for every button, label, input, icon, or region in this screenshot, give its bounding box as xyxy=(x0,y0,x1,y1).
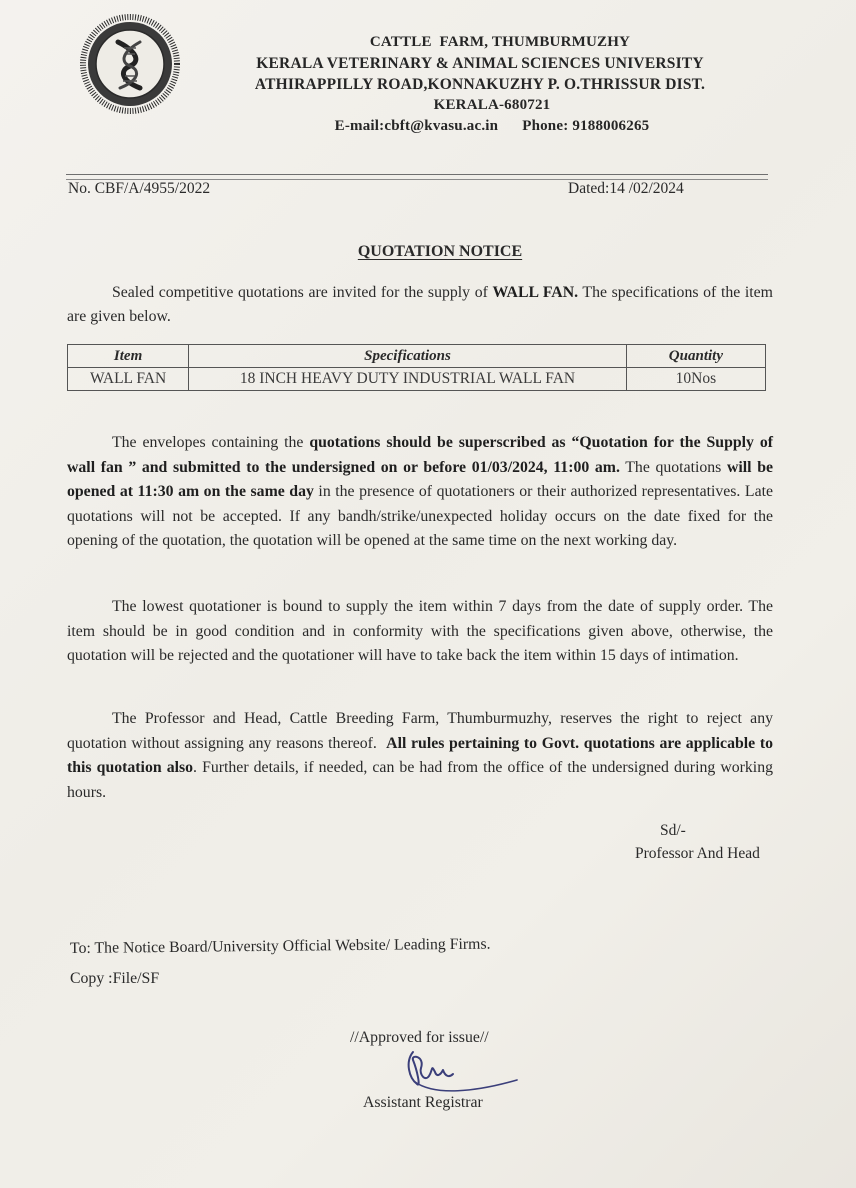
letterhead xyxy=(200,32,760,137)
table-row xyxy=(68,368,766,391)
approver-designation: Assistant Registrar xyxy=(363,1094,483,1111)
rights-text-2: . Further details, if needed, can be had from the office of the undersigned during working hours. xyxy=(67,759,773,801)
distribution-to: To: The Notice Board/University Official Website/ Leading Firms. xyxy=(69,935,491,957)
specification-table xyxy=(67,344,766,391)
reference-number: No. CBF/A/4955/2022 xyxy=(68,180,211,197)
rights-text-1: The Professor and Head, Cattle Breeding Farm, Thumburmuzhy, reserves the right to reject any quotation without assigning any reasons thereof. xyxy=(67,710,777,752)
supply-terms-paragraph: The lowest quotationer is bound to supply the item within 7 days from the date of supply order. The item should be in good condition and in conformity with the specifications given above, otherwise, the quotation will be rejected and the quotationer will have to take back the item within 15 days of intimation. xyxy=(67,598,773,664)
contact-email: E-mail:cbft@kvasu.ac.in xyxy=(334,118,499,134)
university-seal-icon xyxy=(80,14,180,114)
letterhead-contact xyxy=(224,116,760,137)
notice-title: QUOTATION NOTICE xyxy=(357,243,523,260)
letterhead-line-state: KERALA-680721 xyxy=(433,97,551,113)
rights-paragraph xyxy=(67,707,777,805)
approval-note: //Approved for issue// xyxy=(350,1029,489,1046)
intro-paragraph xyxy=(67,281,773,329)
intro-text: Sealed competitive quotations are invited for the supply of xyxy=(112,284,493,301)
intro-item-bold: WALL FAN. xyxy=(492,284,579,301)
submission-text-2: The quotations xyxy=(619,458,727,476)
letterhead-line-university: KERALA VETERINARY & ANIMAL SCIENCES UNIVERSITY xyxy=(256,55,704,72)
distribution-copy: Copy :File/SF xyxy=(70,970,160,987)
reference-date: Dated:14 /02/2024 xyxy=(568,180,684,197)
letterhead-line-address: ATHIRAPPILLY ROAD,KONNAKUZHY P. O.THRISSUR DIST. xyxy=(254,76,706,93)
intro-text-tail: The specifications of the item are given below. xyxy=(67,284,773,325)
table-header-row xyxy=(68,345,766,368)
column-header-quantity: Quantity xyxy=(626,345,765,368)
cell-specifications: 18 INCH HEAVY DUTY INDUSTRIAL WALL FAN xyxy=(189,368,627,391)
column-header-specifications: Specifications xyxy=(189,345,627,368)
submission-text-3: in the presence of quotationers or their authorized representatives. Late quotations will not be accepted. If any bandh/strike/unexpected holiday occurs on the date fixed for the opening of the quotation, the quotation will be opened at the same time on the next working day. xyxy=(67,483,773,549)
rights-bold-rules: All rules pertaining to Govt. quotations are applicable to this quotation also xyxy=(67,734,773,776)
signer-designation: Professor And Head xyxy=(635,845,760,862)
cell-item: WALL FAN xyxy=(68,368,189,391)
contact-phone: Phone: 9188006265 xyxy=(522,118,650,134)
column-header-item: Item xyxy=(68,345,189,368)
submission-text-1: The envelopes containing the xyxy=(112,434,310,451)
cell-quantity: 10Nos xyxy=(626,368,765,391)
letterhead-line-farm: CATTLE FARM, THUMBURMUZHY xyxy=(369,34,631,50)
submission-bold-deadline: quotations should be superscribed as “Quotation for the Supply of wall fan ” and submitted to the undersigned on or before 01/03/2024, 11:00 am. xyxy=(67,434,773,476)
signed-mark: Sd/- xyxy=(660,822,686,839)
submission-bold-opening: will be opened at 11:30 am on the same day xyxy=(67,458,773,500)
submission-paragraph xyxy=(67,431,773,554)
handwritten-signature-icon xyxy=(395,1048,525,1100)
